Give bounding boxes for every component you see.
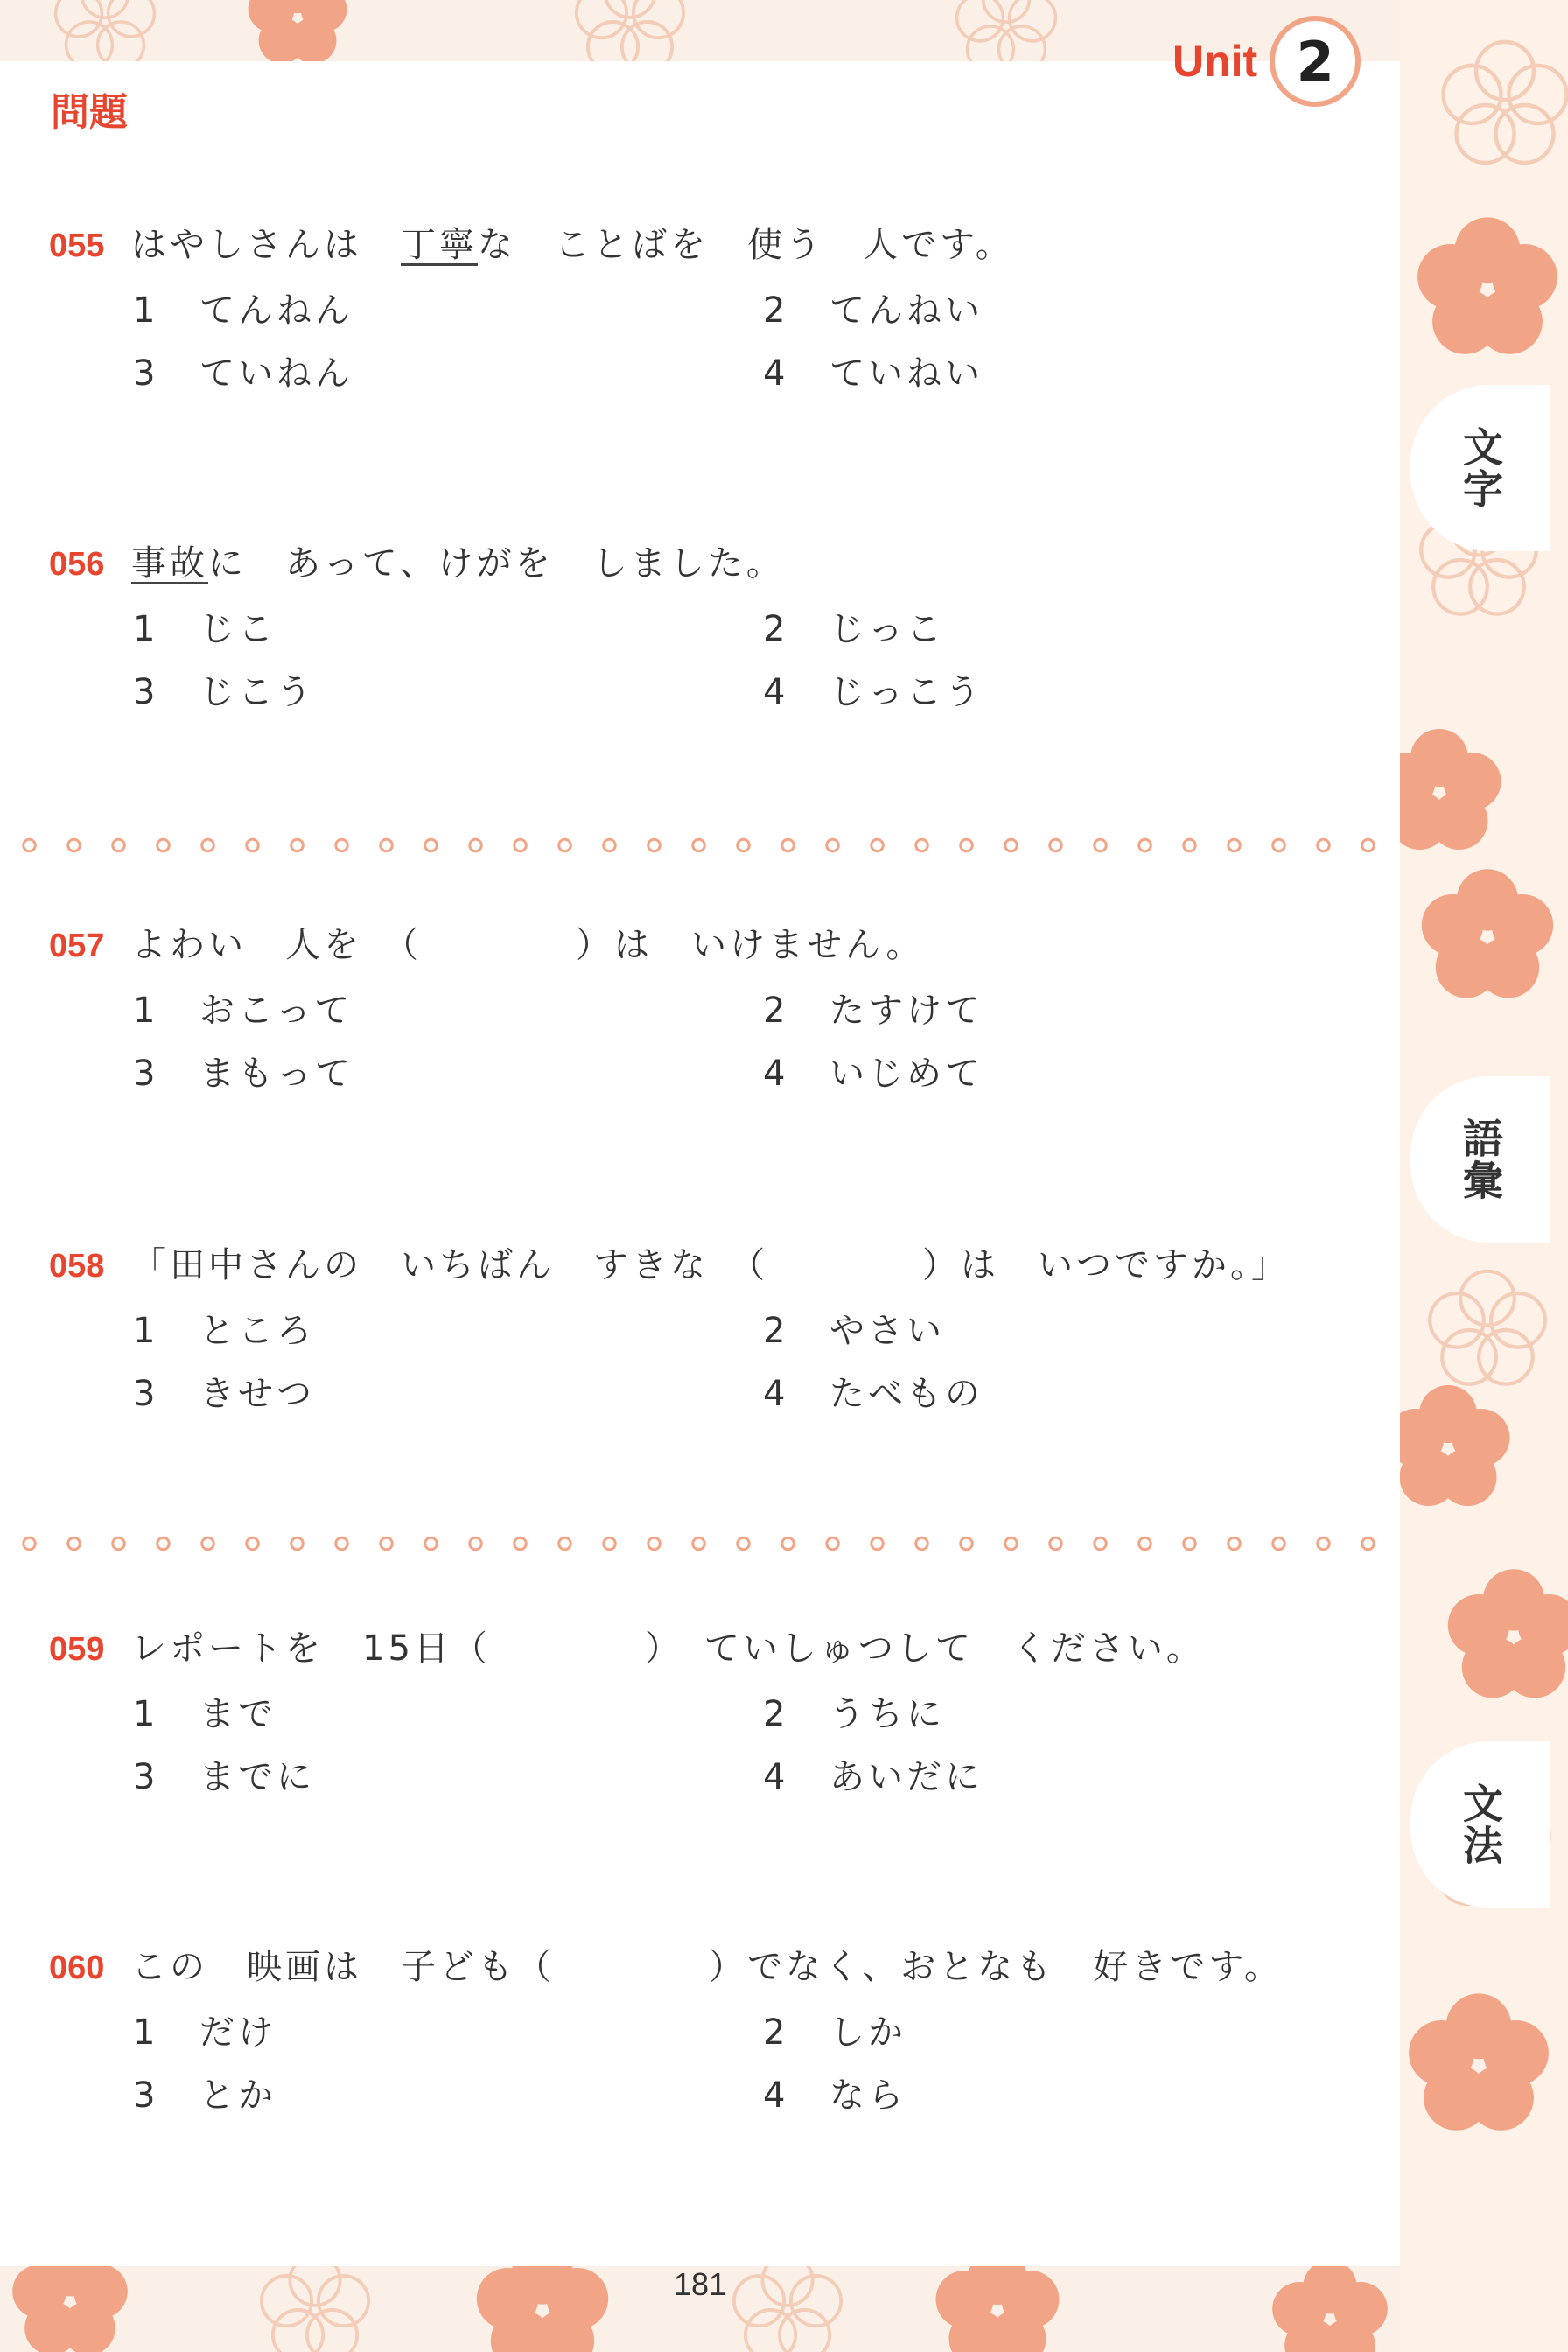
option-1[interactable]: 1 じこ bbox=[133, 609, 276, 649]
question-057 bbox=[49, 920, 1344, 1098]
option-2[interactable]: 2 しか bbox=[763, 2012, 906, 2053]
option-2[interactable]: 2 じっこ bbox=[763, 609, 945, 649]
section-divider bbox=[7, 1535, 1398, 1552]
option-4[interactable]: 4 いじめて bbox=[763, 1054, 984, 1094]
question-number: 060 bbox=[49, 1950, 105, 1986]
option-1[interactable]: 1 おこって bbox=[133, 990, 354, 1031]
question-stem: レポートを 15日（ ） ていしゅつして ください。 bbox=[131, 1628, 1205, 1669]
option-2[interactable]: 2 てんねい bbox=[763, 290, 984, 331]
page-number: 181 bbox=[674, 2266, 727, 2302]
section-title: 問題 bbox=[51, 90, 128, 135]
option-4[interactable]: 4 あいだに bbox=[763, 1757, 984, 1797]
option-3[interactable]: 3 ていねん bbox=[133, 354, 354, 394]
question-stem: 「田中さんの いちばん すきな （ ）は いつですか。」 bbox=[131, 1245, 1290, 1285]
option-3[interactable]: 3 きせつ bbox=[133, 1374, 315, 1414]
option-1[interactable]: 1 ところ bbox=[133, 1311, 315, 1351]
question-stem: よわい 人を （ ）は いけません。 bbox=[131, 925, 925, 965]
unit-label: Unit bbox=[1172, 37, 1258, 86]
question-number: 056 bbox=[49, 546, 105, 583]
underlined-word: 事故 bbox=[131, 543, 208, 584]
unit-badge bbox=[1172, 16, 1361, 107]
tab-label: 文法 bbox=[1457, 1782, 1504, 1866]
question-056 bbox=[49, 539, 1344, 717]
question-060 bbox=[49, 1942, 1344, 2120]
question-number: 057 bbox=[49, 928, 105, 964]
tab-bunpou[interactable] bbox=[1410, 1741, 1550, 1908]
answer-options bbox=[133, 986, 1344, 1098]
option-1[interactable]: 1 てんねん bbox=[133, 290, 354, 331]
question-stem: 事故に あって、けがを しました。 bbox=[131, 543, 785, 584]
option-4[interactable]: 4 じっこう bbox=[763, 672, 984, 712]
question-number: 058 bbox=[49, 1248, 105, 1284]
question-058 bbox=[49, 1241, 1344, 1418]
answer-options bbox=[133, 2008, 1344, 2120]
option-3[interactable]: 3 までに bbox=[133, 1757, 315, 1797]
option-4[interactable]: 4 たべもの bbox=[763, 1374, 984, 1414]
option-1[interactable]: 1 だけ bbox=[133, 2012, 276, 2053]
option-4[interactable]: 4 ていねい bbox=[763, 354, 984, 394]
question-stem: この 映画は 子ども（ ）でなく、おとなも 好きです。 bbox=[131, 1947, 1283, 1987]
answer-options bbox=[133, 605, 1344, 717]
option-1[interactable]: 1 まで bbox=[133, 1694, 276, 1734]
question-stem: はやしさんは 丁寧な ことばを 使う 人です。 bbox=[131, 225, 1014, 265]
tab-label: 語彙 bbox=[1457, 1117, 1504, 1201]
answer-options bbox=[133, 1690, 1344, 1802]
underlined-word: 丁寧 bbox=[401, 225, 478, 265]
question-055 bbox=[49, 220, 1344, 398]
option-3[interactable]: 3 じこう bbox=[133, 672, 315, 712]
answer-options bbox=[133, 1306, 1344, 1418]
option-4[interactable]: 4 なら bbox=[763, 2076, 906, 2116]
answer-options bbox=[133, 286, 1344, 398]
option-3[interactable]: 3 とか bbox=[133, 2076, 276, 2116]
question-number: 055 bbox=[49, 228, 105, 264]
question-059 bbox=[49, 1624, 1344, 1802]
tab-goi[interactable] bbox=[1410, 1076, 1550, 1242]
option-2[interactable]: 2 やさい bbox=[763, 1311, 945, 1351]
section-divider bbox=[7, 836, 1398, 854]
option-3[interactable]: 3 まもって bbox=[133, 1054, 354, 1094]
tab-label: 文字 bbox=[1457, 426, 1504, 510]
option-2[interactable]: 2 うちに bbox=[763, 1694, 945, 1734]
question-number: 059 bbox=[49, 1631, 105, 1668]
option-2[interactable]: 2 たすけて bbox=[763, 990, 984, 1031]
unit-number: 2 bbox=[1270, 16, 1361, 107]
tab-moji[interactable] bbox=[1410, 385, 1550, 551]
